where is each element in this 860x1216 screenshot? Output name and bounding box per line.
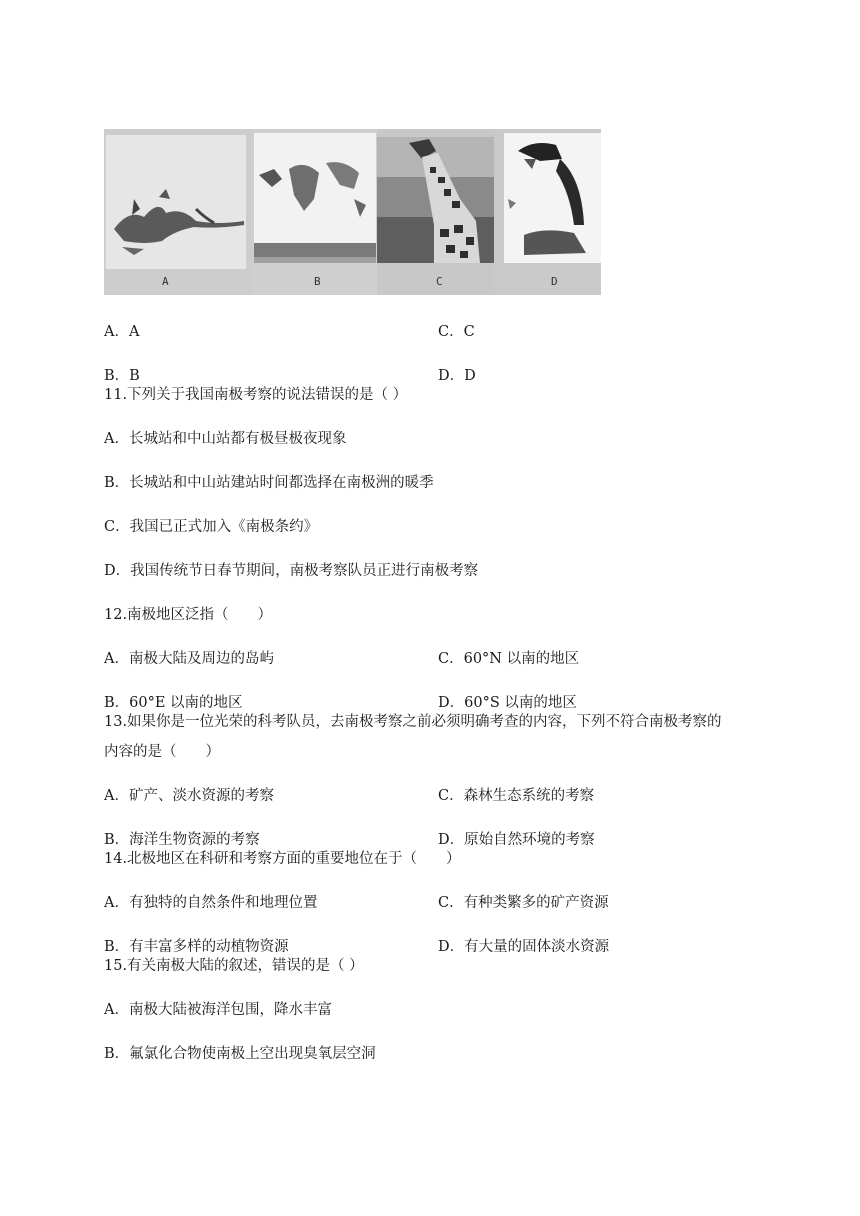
option-letter: A． <box>104 1002 129 1018</box>
q15-stem: 15.有关南极大陆的叙述，错误的是（ ） <box>104 958 364 974</box>
option-text: 长城站和中山站建站时间都选择在南极洲的暖季 <box>129 475 434 491</box>
option-letter: B． <box>104 695 130 711</box>
option-letter: B． <box>104 939 130 955</box>
q12-option-a[interactable] <box>104 647 274 668</box>
q13-option-c[interactable] <box>438 784 594 805</box>
option-letter: C． <box>438 651 464 667</box>
option-text: 有大量的固体淡水资源 <box>464 939 610 955</box>
option-text: 氟氯化合物使南极上空出现臭氧层空洞 <box>129 1046 376 1062</box>
option-text: C <box>463 324 475 340</box>
option-letter: B． <box>104 832 130 848</box>
q13-option-b[interactable] <box>104 828 260 849</box>
option-text: 原始自然环境的考察 <box>464 832 595 848</box>
q12-option-c[interactable] <box>438 647 579 668</box>
q14-stem: 14.北极地区在科研和考察方面的重要地位在于（ ） <box>104 851 461 867</box>
figure-label-d: D <box>551 275 558 288</box>
q14-option-b[interactable] <box>104 935 289 956</box>
q11-stem: 11.下列关于我国南极考察的说法错误的是（ ） <box>104 387 408 403</box>
option-text: 有独特的自然条件和地理位置 <box>128 895 318 911</box>
option-text: 南极大陆被海洋包围，降水丰富 <box>128 1002 332 1018</box>
q15-option-b[interactable] <box>104 1042 376 1063</box>
animal-figure <box>104 129 601 295</box>
option-text: 我国已正式加入《南极条约》 <box>129 519 319 535</box>
option-letter: A． <box>104 788 129 804</box>
q14-option-d[interactable] <box>438 935 609 956</box>
q12-option-b[interactable] <box>104 691 243 712</box>
giraffe-image <box>377 137 494 263</box>
option-letter: A． <box>104 324 129 340</box>
option-letter: C． <box>438 324 464 340</box>
option-letter: A． <box>104 895 129 911</box>
q10-option-b[interactable] <box>104 364 140 385</box>
q14-option-c[interactable] <box>438 891 609 912</box>
option-text: 南极大陆及周边的岛屿 <box>128 651 274 667</box>
option-letter: A． <box>104 651 129 667</box>
q15-option-a[interactable] <box>104 998 332 1019</box>
q11-option-a[interactable] <box>104 427 346 448</box>
option-text: 60°S 以南的地区 <box>464 695 577 711</box>
option-letter: B． <box>104 368 130 384</box>
option-text: 60°N 以南的地区 <box>463 651 580 667</box>
option-text: 60°E 以南的地区 <box>129 695 243 711</box>
q12-option-d[interactable] <box>438 691 577 712</box>
option-letter: C． <box>438 788 464 804</box>
option-text: 长城站和中山站都有极昼极夜现象 <box>128 431 347 447</box>
option-text: 我国传统节日春节期间，南极考察队员正进行南极考察 <box>130 563 479 579</box>
figure-label-c: C <box>436 275 443 288</box>
option-letter: D． <box>104 563 131 579</box>
figure-label-a: A <box>162 275 169 288</box>
option-text: 有丰富多样的动植物资源 <box>129 939 289 955</box>
q13-stem-line2: 内容的是（ ） <box>104 744 220 760</box>
figure-label-b: B <box>314 275 321 288</box>
q10-option-a[interactable] <box>104 320 139 341</box>
option-letter: D． <box>438 939 465 955</box>
option-text: 矿产、淡水资源的考察 <box>128 788 274 804</box>
option-text: B <box>129 368 140 384</box>
option-text: A <box>128 324 140 340</box>
option-text: D <box>464 368 476 384</box>
q12-stem: 12.南极地区泛指（ ） <box>104 607 273 623</box>
q13-stem-line1: 13.如果你是一位光荣的科考队员，去南极考察之前必须明确考查的内容，下列不符合南极考察的 <box>104 714 722 730</box>
option-letter: B． <box>104 1046 130 1062</box>
kangaroo-image <box>104 129 252 295</box>
option-text: 森林生态系统的考察 <box>463 788 595 804</box>
option-letter: B． <box>104 475 130 491</box>
option-letter: D． <box>438 695 465 711</box>
q14-option-a[interactable] <box>104 891 317 912</box>
polar-bear-image <box>252 129 377 295</box>
q11-option-d[interactable] <box>104 559 478 580</box>
option-letter: D． <box>438 368 465 384</box>
q10-option-c[interactable] <box>438 320 475 341</box>
option-letter: C． <box>104 519 130 535</box>
option-letter: A． <box>104 431 129 447</box>
option-letter: C． <box>438 895 464 911</box>
option-letter: D． <box>438 832 465 848</box>
option-text: 海洋生物资源的考察 <box>129 832 260 848</box>
q10-option-d[interactable] <box>438 364 476 385</box>
penguin-image <box>494 129 601 295</box>
q13-option-d[interactable] <box>438 828 595 849</box>
option-text: 有种类繁多的矿产资源 <box>463 895 609 911</box>
q11-option-b[interactable] <box>104 471 434 492</box>
q11-option-c[interactable] <box>104 515 318 536</box>
q13-option-a[interactable] <box>104 784 274 805</box>
